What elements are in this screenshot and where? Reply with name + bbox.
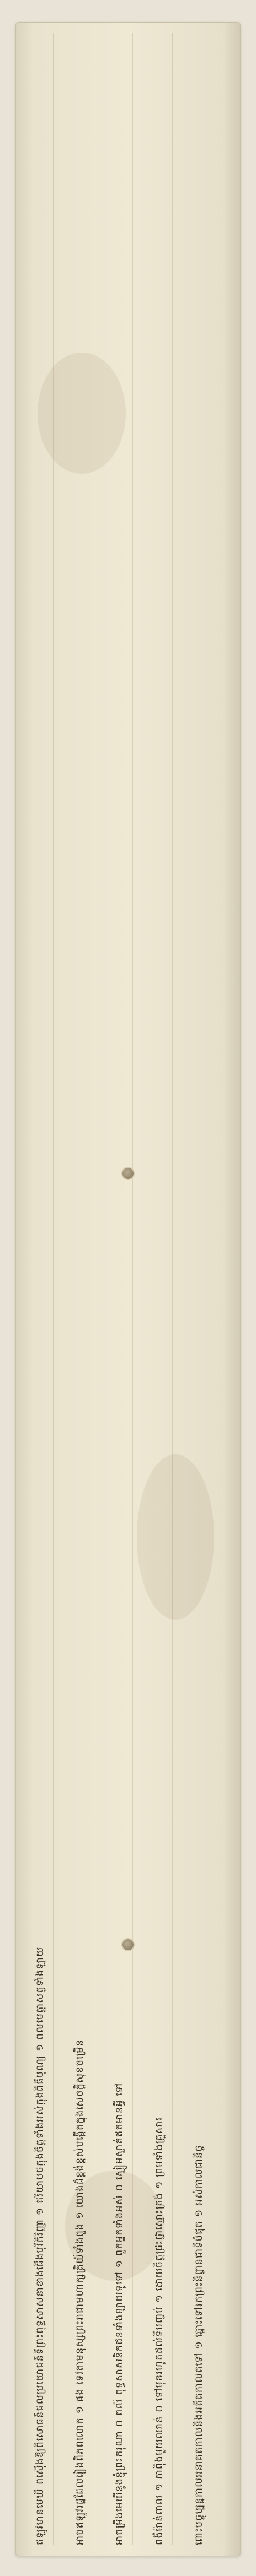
manuscript-line-4: ពងឹម៉ាន់ពាល ១ ភាព៉ិងមួយឈាន់ ០ ទៅមុខរហូតដល់ទីបញ្ចប់ ១ ដោយចិត្តជ្រះថ្លាស្មោះត្រង់ ១ ព្រមទាំងគ្រួសារ — [153, 2117, 165, 2545]
ruling-line — [132, 33, 133, 2545]
palm-leaf-manuscript — [15, 22, 241, 2556]
manuscript-line-3: អាចម្រឹងមេឃីនូងខ្ញុំព្រះករុណា ០ ពល៍ ពុទ្ធសាសនិកជនទាំងឡាយទូទៅ ១ ពួកអ្នកទាំងអស់ ០ ស្ងៀមស្ងាត់ឥតមានអ្វី ទៅ — [114, 2082, 125, 2545]
manuscript-line-1: ឥឡូវមានមេឃី ពស៊ើងឱ្យពិសោធន៍ផលប្រយោជន៍ទីព្រះពុទ្ធសាសនាខាងជើងបុរីភិរិញ្ញា ១ ឥរិយាបថក្នុងចិត្តទាំងអស់ក្នុងពិធីបុណ្យ ១ ពលមេត្តាសត្វទាំងឡាយ — [34, 1946, 46, 2545]
manuscript-line-5: ពោះបច្ចុប្បន្នកាលអនាគតកាលនិងអតីតកាលតទៅ ១ ឆ្ពោះទៅរកព្រះនិព្វានជាទីបំផុត ១ អស់កាលជានិច្ច — [193, 2145, 205, 2545]
ruling-line — [53, 33, 54, 2545]
manuscript-line-2: អាចឥឡូវរដ្ឋដែលរៀងពិភពលោក ១ ផង ទេវតាមនុស្សព្រះរាជាមហាក្សត្រិយ៍ទាំងពួង ១ យោងដ៏ខ្ពង់ខ្ពស់បង្កើតក្នុងសេចក្តីសុខចម្រើន — [74, 2039, 86, 2545]
ruling-line — [172, 33, 173, 2545]
